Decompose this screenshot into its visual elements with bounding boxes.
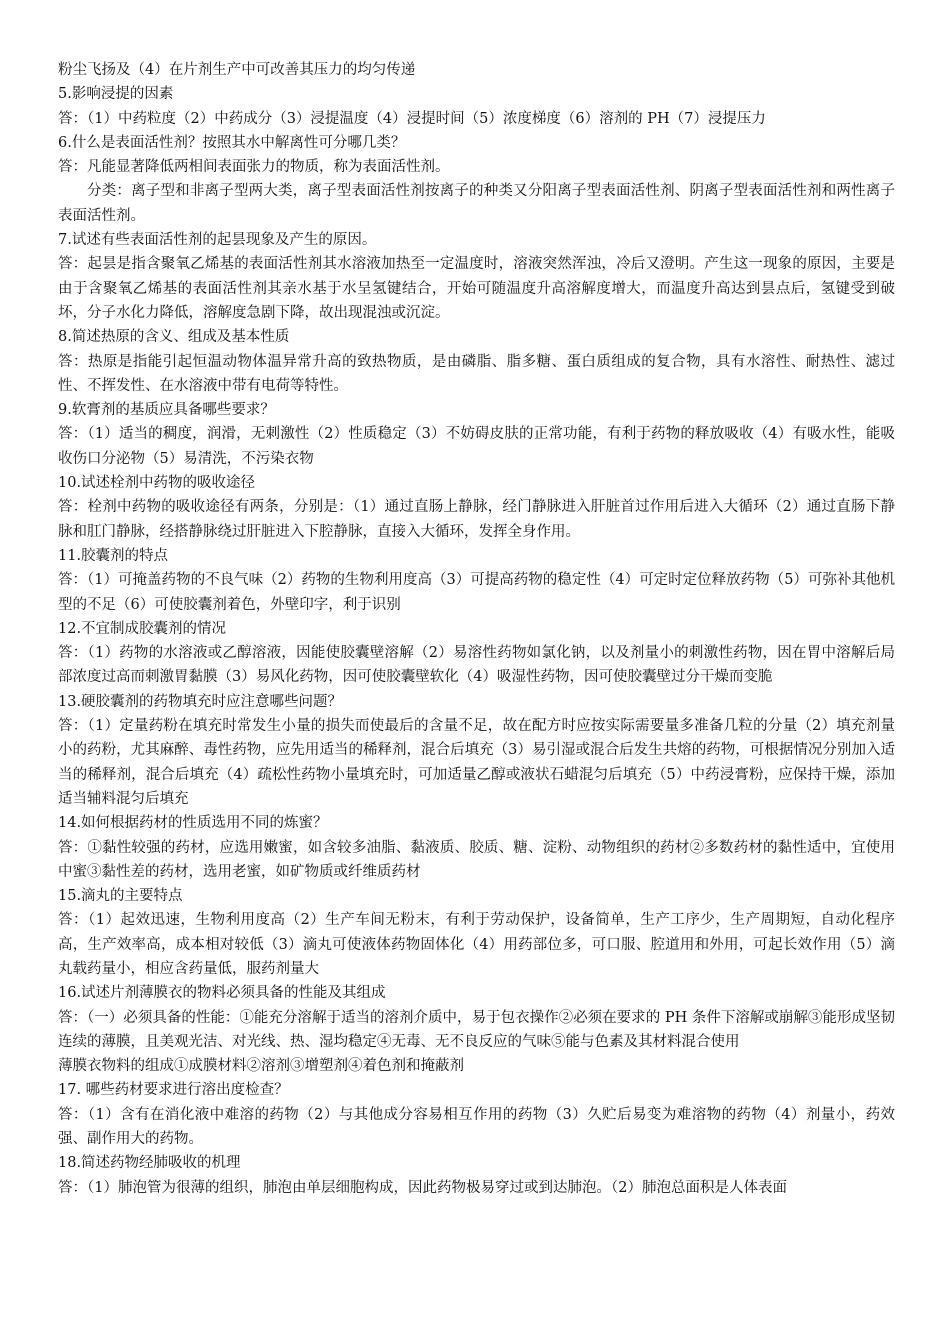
question-14: 14.如何根据药材的性质选用不同的炼蜜？ bbox=[58, 815, 328, 832]
question-18: 18.简述药物经肺吸收的机理 bbox=[58, 1155, 241, 1172]
question-6: 6.什么是表面活性剂？按照其水中解离性可分哪几类？ bbox=[58, 134, 406, 151]
qa-item-18 bbox=[58, 1151, 895, 1200]
question-7: 7.试述有些表面活性剂的起昙现象及产生的原因。 bbox=[58, 232, 377, 249]
qa-item-15 bbox=[58, 884, 895, 981]
answer-11: 答：（1）可掩盖药物的不良气味（2）药物的生物利用度高（3）可提高药物的稳定性（4）可定时定位释放药物（5）可弥补其他机型的不足（6）可使胶囊剂着色，外壁印字，利于识别 bbox=[58, 572, 895, 613]
answer-5: 答：（1）中药粒度（2）中药成分（3）浸提温度（4）浸提时间（5）浓度梯度（6）溶剂的 PH（7）浸提压力 bbox=[58, 110, 766, 127]
qa-item-8 bbox=[58, 325, 895, 398]
answer-6: 答：凡能显著降低两相间表面张力的物质，称为表面活性剂。 bbox=[58, 159, 450, 176]
qa-item-12 bbox=[58, 617, 895, 690]
question-15: 15.滴丸的主要特点 bbox=[58, 888, 183, 905]
qa-item-11 bbox=[58, 544, 895, 617]
question-8: 8.简述热原的含义、组成及基本性质 bbox=[58, 329, 290, 346]
answer-12: 答：（1）药物的水溶液或乙醇溶液，因能使胶囊壁溶解（2）易溶性药物如氯化钠，以及剂量小的刺激性药物，因在胃中溶解后局部浓度过高而刺激胃黏膜（3）易风化药物，因可使胶囊壁软化（4）吸湿性药物，因可使胶囊壁过分干燥而变脆 bbox=[58, 645, 895, 686]
answer-13: 答：（1）定量药粉在填充时常发生小量的损失而使最后的含量不足，故在配方时应按实际需要量多准备几粒的分量（2）填充剂量小的药粉，尤其麻醉、毒性药物，应先用适当的稀释剂，混合后填充（3）易引湿或混合后发生共熔的药物，可根据情况分别加入适当的稀释剂，混合后填充（4）疏松性药物小量填充时，可加适量乙醇或液状石蜡混匀后填充（5）中药浸膏粉，应保持干燥，添加适当辅料混匀后填充 bbox=[58, 718, 895, 807]
qa-item-9 bbox=[58, 398, 895, 471]
answer-14: 答：①黏性较强的药材，应选用嫩蜜，如含较多油脂、黏液质、胶质、糖、淀粉、动物组织的药材②多数药材的黏性适中，宜使用中蜜③黏性差的药材，选用老蜜，如矿物质或纤维质药材 bbox=[58, 839, 895, 880]
answer-7: 答：起昙是指含聚氧乙烯基的表面活性剂其水溶液加热至一定温度时，溶液突然浑浊，冷后又澄明。产生这一现象的原因，主要是由于含聚氧乙烯基的表面活性剂其亲水基于水呈氢键结合，开始可随温度升高溶解度增大，而温度升高达到昙点后，氢键受到破坏，分子水化力降低，溶解度急剧下降，故出现混浊或沉淀。 bbox=[58, 256, 895, 321]
qa-item-16 bbox=[58, 981, 895, 1078]
continuation-text: 粉尘飞扬及（4）在片剂生产中可改善其压力的均匀传递 bbox=[58, 62, 416, 78]
answer-18: 答：（1）肺泡管为很薄的组织，肺泡由单层细胞构成，因此药物极易穿过或到达肺泡。（2）肺泡总面积是人体表面 bbox=[58, 1179, 787, 1196]
answer-8: 答：热原是指能引起恒温动物体温异常升高的致热物质，是由磷脂、脂多糖、蛋白质组成的复合物，具有水溶性、耐热性、滤过性、不挥发性、在水溶液中带有电荷等特性。 bbox=[58, 353, 895, 394]
answer-15: 答：（1）起效迅速，生物利用度高（2）生产车间无粉末，有利于劳动保护，设备简单，生产工序少，生产周期短，自动化程序高，生产效率高，成本相对较低（3）滴丸可使液体药物固体化（4）用药部位多，可口服、腔道用和外用，可起长效作用（5）滴丸载药量小，相应含药量低，服药剂量大 bbox=[58, 912, 895, 977]
qa-item-13 bbox=[58, 690, 895, 811]
question-16: 16.试述片剂薄膜衣的物料必须具备的性能及其组成 bbox=[58, 985, 386, 1002]
qa-item-7 bbox=[58, 228, 895, 325]
question-5: 5.影响浸提的因素 bbox=[58, 86, 174, 103]
answer-10: 答：栓剂中药物的吸收途径有两条，分别是：（1）通过直肠上静脉，经门静脉进入肝脏首过作用后进入大循环（2）通过直肠下静脉和肛门静脉，经搭静脉绕过肝脏进入下腔静脉，直接入大循环，发挥全身作用。 bbox=[58, 499, 895, 540]
answer-17: 答：（1）含有在消化液中难溶的药物（2）与其他成分容易相互作用的药物（3）久贮后易变为难溶物的药物（4）剂量小，药效强、副作用大的药物。 bbox=[58, 1106, 895, 1148]
question-9: 9.软膏剂的基质应具备哪些要求？ bbox=[58, 402, 275, 419]
question-10: 10.试述栓剂中药物的吸收途径 bbox=[58, 475, 256, 492]
answer-16: 答：（一）必须具备的性能：①能充分溶解于适当的溶剂介质中，易于包衣操作②必须在要求的 PH 条件下溶解或崩解③能形成坚韧连续的薄膜，且美观光洁、对光线、热、湿均稳定④无毒、无不良反应的气味⑤能与色素及其材料混合使用 bbox=[58, 1009, 895, 1050]
answer-16-composition: 薄膜衣物料的组成①成膜材料②溶剂③增塑剂④着色剂和掩蔽剂 bbox=[58, 1058, 464, 1075]
question-17: 17. 哪些药材要求进行溶出度检查？ bbox=[58, 1082, 289, 1099]
qa-item-10 bbox=[58, 471, 895, 544]
qa-item-17 bbox=[58, 1078, 895, 1151]
qa-item-5 bbox=[58, 82, 895, 131]
qa-item-6 bbox=[58, 131, 895, 228]
answer-9: 答：（1）适当的稠度，润滑，无刺激性（2）性质稳定（3）不妨碍皮肤的正常功能，有利于药物的释放吸收（4）有吸水性，能吸收伤口分泌物（5）易清洗，不污染衣物 bbox=[58, 426, 895, 467]
answer-6-classification: 分类：离子型和非离子型两大类，离子型表面活性剂按离子的种类又分阳离子型表面活性剂、阴离子型表面活性剂和两性离子表面活性剂。 bbox=[58, 183, 895, 224]
question-11: 11.胶囊剂的特点 bbox=[58, 547, 169, 564]
question-12: 12.不宜制成胶囊剂的情况 bbox=[58, 620, 227, 637]
question-13: 13.硬胶囊剂的药物填充时应注意哪些问题？ bbox=[58, 693, 343, 710]
qa-item-14 bbox=[58, 811, 895, 884]
